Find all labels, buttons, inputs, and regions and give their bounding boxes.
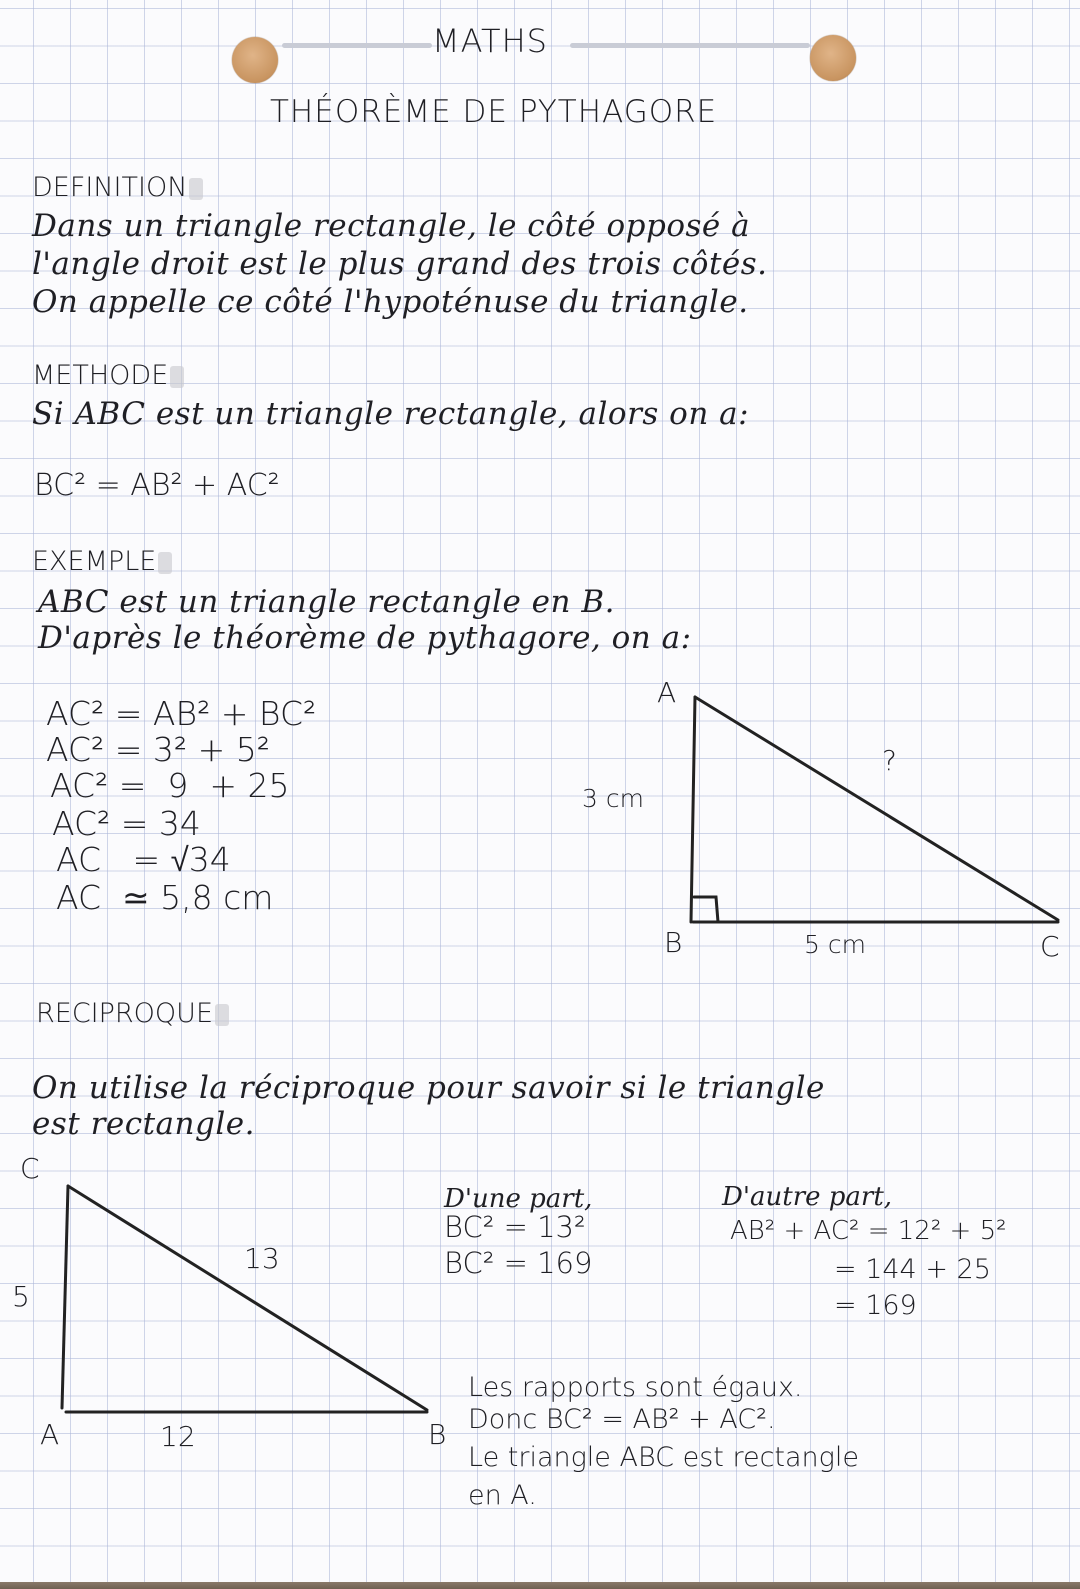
exemple-line-2: D'après le théorème de pythagore, on a: [38,620,692,656]
exemple-step-5: AC = √34 [56,840,231,879]
reciproque-heading: RECIPROQUE [36,998,229,1029]
subject-title: MATHS [432,22,548,60]
reciproque-line-2: est rectangle. [32,1106,255,1142]
une-part-line-1: BC² = 13² [444,1210,586,1244]
methode-line: Si ABC est un triangle rectangle, alors on a: [32,396,750,432]
reciproque-side-ab-label: 12 [160,1420,196,1453]
exemple-vertex-a: A [657,676,677,709]
exemple-step-3: AC² = 9 + 25 [50,766,290,805]
reciproque-line-1: On utilise la réciproque pour savoir si le triangle [32,1070,825,1106]
conclusion-line-1: Les rapports sont égaux. [468,1372,803,1403]
autre-part-label: D'autre part, [722,1182,893,1212]
reciproque-vertex-c: C [20,1152,40,1185]
definition-line-1: Dans un triangle rectangle, le côté opposé à [32,208,751,244]
exemple-line-1: ABC est un triangle rectangle en B. [38,584,615,620]
definition-line-2: l'angle droit est le plus grand des trois côtés. [32,246,768,282]
exemple-step-2: AC² = 3² + 5² [46,730,270,769]
reciproque-side-bc-label: 13 [244,1242,280,1275]
reciproque-vertex-a: A [40,1418,60,1451]
page-bottom-edge [0,1582,1080,1589]
definition-heading: DEFINITION [32,172,203,203]
autre-part-line-2: = 144 + 25 [834,1254,991,1285]
autre-part-line-3: = 169 [834,1290,917,1321]
exemple-vertex-c: C [1040,930,1060,963]
exemple-step-1: AC² = AB² + BC² [46,694,317,733]
exemple-side-bc-label: 5 cm [804,930,866,959]
exemple-side-ab-label: 3 cm [582,784,644,813]
exemple-vertex-b: B [664,926,683,959]
reciproque-side-ac-label: 5 [12,1280,30,1313]
methode-formula: BC² = AB² + AC² [34,468,280,503]
une-part-label: D'une part, [444,1184,593,1214]
autre-part-line-1: AB² + AC² = 12² + 5² [730,1216,1007,1246]
conclusion-line-4: en A. [468,1480,537,1511]
methode-heading: METHODE [32,360,184,391]
exemple-step-4: AC² = 34 [52,804,201,843]
conclusion-line-2: Donc BC² = AB² + AC². [468,1404,776,1435]
exemple-side-ac-label: ? [882,744,897,777]
definition-line-3: On appelle ce côté l'hypoténuse du triangle. [32,284,749,320]
exemple-heading: EXEMPLE [32,546,172,577]
conclusion-line-3: Le triangle ABC est rectangle [468,1442,859,1473]
page-title: THÉORÈME DE PYTHAGORE [270,94,718,130]
exemple-step-6: AC ≃ 5,8 cm [56,878,274,917]
reciproque-vertex-b: B [428,1418,447,1451]
une-part-line-2: BC² = 169 [444,1246,593,1280]
